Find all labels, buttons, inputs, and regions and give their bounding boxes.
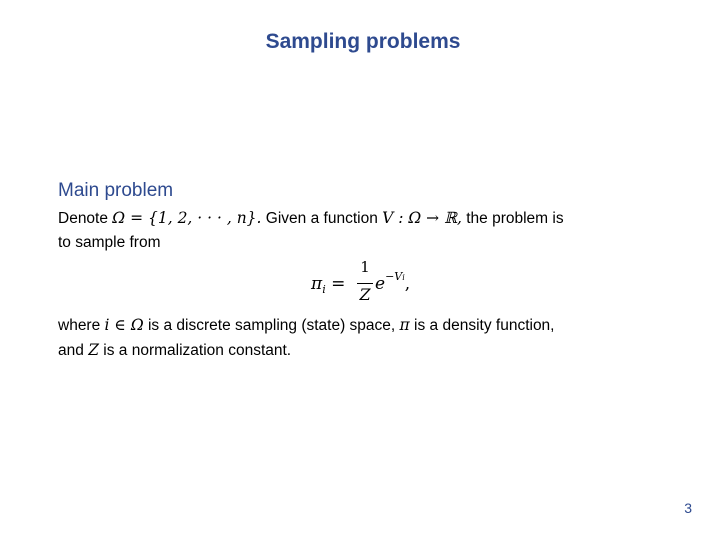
- and-text: and: [58, 342, 84, 359]
- z-math: Z: [88, 341, 99, 359]
- exponent-subscript: i: [402, 273, 405, 282]
- fraction: [357, 258, 373, 308]
- fraction-denominator: Z: [359, 285, 371, 304]
- main-problem-block: [58, 180, 670, 255]
- exponent-v: −V: [385, 270, 403, 283]
- problem-line-2: to sample from: [58, 234, 161, 251]
- normalization-text: is a normalization constant.: [103, 342, 292, 359]
- page-number: 3: [684, 500, 692, 516]
- pi-math: π: [399, 316, 410, 334]
- equation-comma: ,: [404, 274, 411, 294]
- i-in-omega-math: i ∈ Ω: [104, 316, 144, 334]
- omega-set-math: Ω = {1, 2, · · · , n}.: [112, 209, 262, 227]
- equation-lhs: [311, 274, 345, 294]
- where-text: where: [58, 317, 101, 334]
- block-title: Main problem: [58, 180, 174, 201]
- density-text: is a density function,: [414, 317, 555, 334]
- state-space-text: is a discrete sampling (state) space,: [147, 317, 396, 334]
- boltzmann-equation: [0, 258, 726, 308]
- fraction-numerator: 1: [360, 258, 370, 276]
- explanation-line-2: [58, 338, 678, 363]
- exponent: [385, 270, 405, 283]
- given-text: Given a function: [265, 210, 378, 227]
- fraction-bar: [357, 283, 373, 284]
- pi-symbol: π: [311, 274, 323, 294]
- explanation-line-1: [58, 313, 678, 338]
- exp-base: e: [375, 274, 386, 294]
- problem-is-text: the problem is: [466, 210, 564, 227]
- pi-subscript: i: [322, 283, 326, 296]
- equals-sign: =: [331, 274, 346, 294]
- slide-title: Sampling problems: [265, 30, 461, 53]
- function-map-math: V : Ω → ℝ,: [382, 209, 462, 227]
- problem-line-1: [58, 206, 670, 231]
- denote-text: Denote: [58, 210, 108, 227]
- explanation-block: [58, 313, 678, 363]
- equation-rhs: [375, 270, 411, 294]
